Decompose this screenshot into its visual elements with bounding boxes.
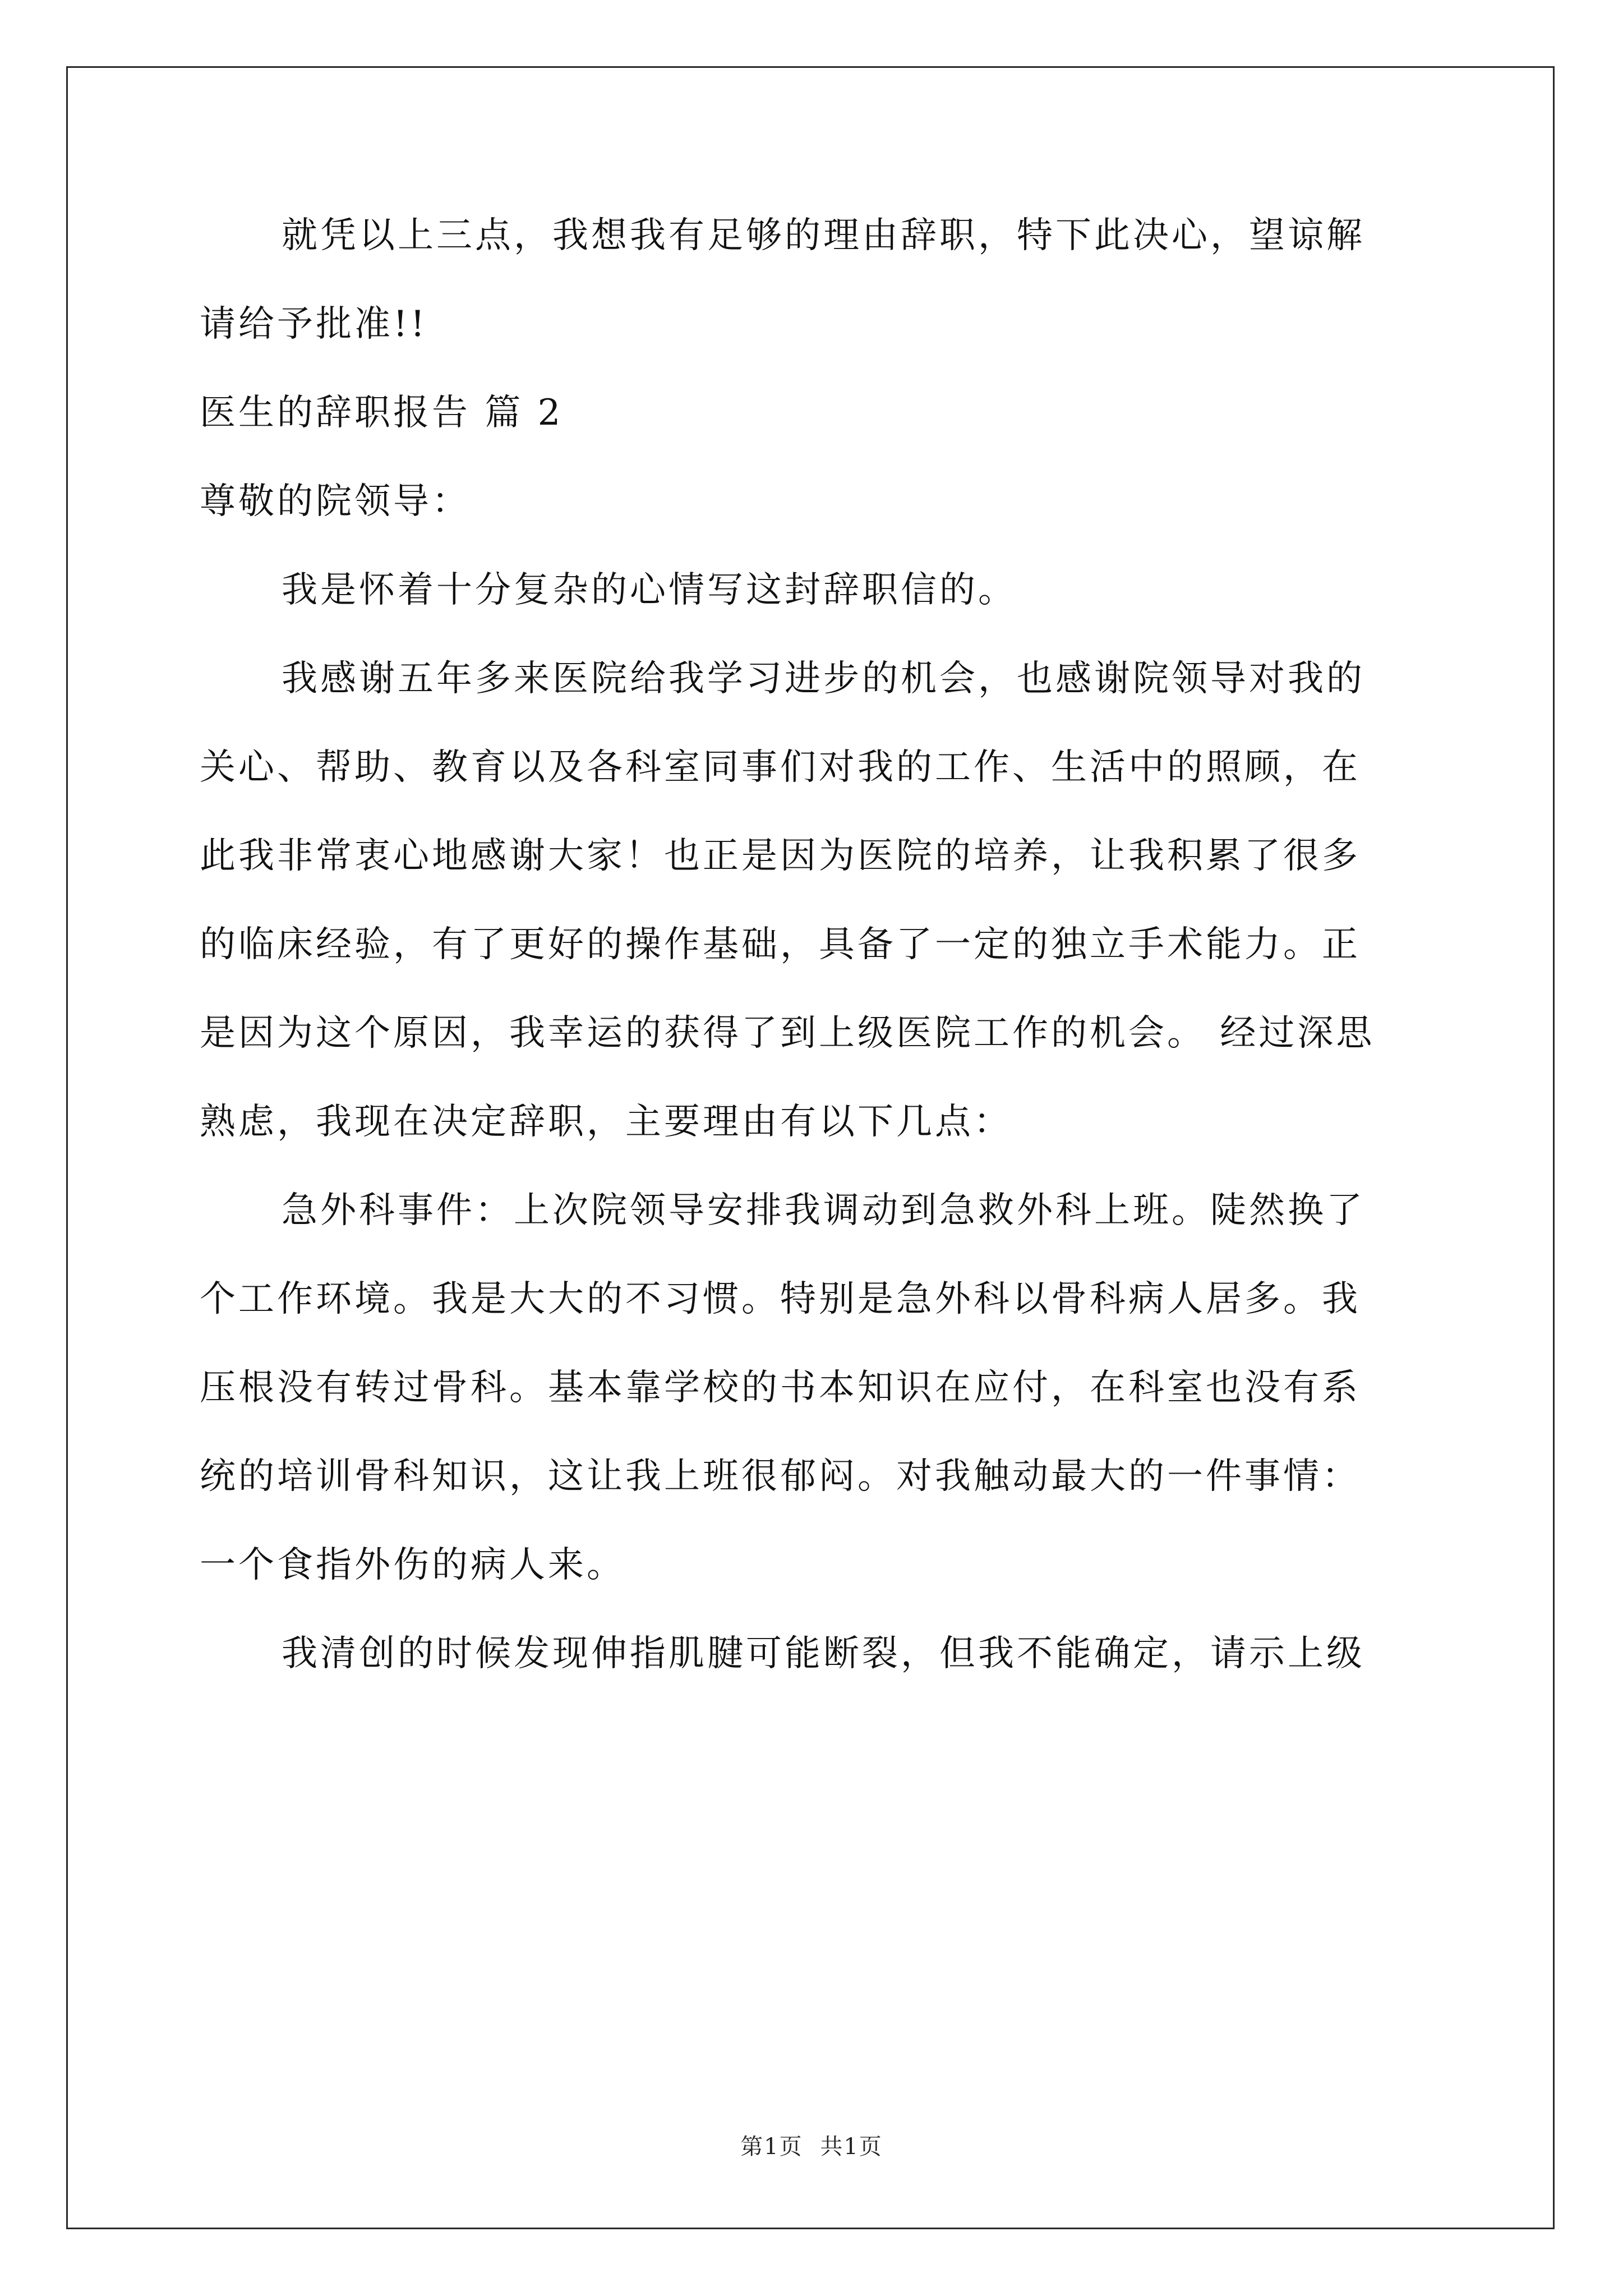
salutation: 尊敬的院领导： [200,481,471,522]
section-title: 医生的辞职报告 篇 2 [200,392,564,434]
text-line: 急外科事件：上次院领导安排我调动到急救外科上班。陡然换了 [282,1190,1365,1231]
text-line: 我清创的时候发现伸指肌腱可能断裂，但我不能确定，请示上级 [282,1633,1365,1674]
text-line: 熟虑，我现在决定辞职，主要理由有以下几点： [200,1101,1012,1143]
text-line: 我是怀着十分复杂的心情写这封辞职信的。 [282,569,1017,611]
text-line: 是因为这个原因，我幸运的获得了到上级医院工作的机会。 经过深思 [200,1013,1375,1054]
text-line: 此我非常衷心地感谢大家！也正是因为医院的培养，让我积累了很多 [200,835,1361,877]
text-line: 就凭以上三点，我想我有足够的理由辞职，特下此决心，望谅解 [282,215,1365,256]
text-line: 压根没有转过骨科。基本靠学校的书本知识在应付，在科室也没有系 [200,1367,1361,1409]
text-line: 请给予批准!! [200,303,428,345]
page-number-current: 第1页 [740,2134,803,2160]
text-line: 个工作环境。我是大大的不习惯。特别是急外科以骨科病人居多。我 [200,1278,1361,1320]
page-number-total: 共1页 [820,2134,883,2160]
text-line: 的临床经验，有了更好的操作基础，具备了一定的独立手术能力。正 [200,924,1361,965]
text-line: 我感谢五年多来医院给我学习进步的机会，也感谢院领导对我的 [282,658,1365,700]
page-footer [0,2133,1623,2161]
text-line: 一个食指外伤的病人来。 [200,1544,625,1586]
text-line: 统的培训骨科知识，这让我上班很郁闷。对我触动最大的一件事情： [200,1456,1361,1497]
text-line: 关心、帮助、教育以及各科室同事们对我的工作、生活中的照顾，在 [200,747,1361,788]
